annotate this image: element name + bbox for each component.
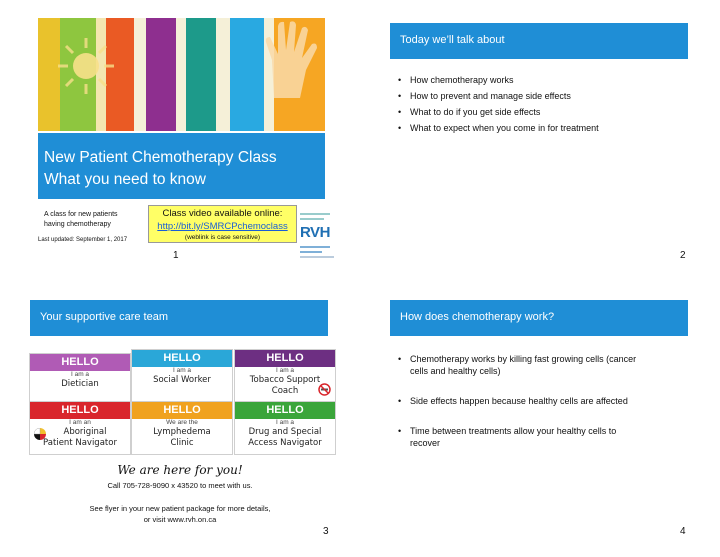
sticker-role: Drug and Special (248, 427, 322, 437)
slide-4 (360, 278, 720, 557)
agenda-list (396, 74, 686, 134)
list-item-line-1: • Time between treatments allow your healthy cells to (410, 426, 617, 436)
medicine-wheel-icon (34, 428, 46, 440)
video-callout (148, 205, 297, 243)
sticker-hello: HELLO (235, 350, 335, 367)
list-item-line-2: cells and healthy cells) (410, 366, 501, 376)
rvh-logo-icon (298, 210, 338, 262)
no-smoking-icon (318, 383, 331, 396)
sticker-role: Aboriginal (63, 427, 107, 437)
sticker-iam: I am a (275, 419, 295, 426)
list-item (396, 395, 696, 407)
list-item-line-1: • Side effects happen because healthy cells are affected (410, 396, 628, 406)
sun-icon (56, 36, 116, 96)
slide-header (30, 300, 328, 336)
sticker-role-2: Access Navigator (248, 438, 322, 448)
page-number: 3 (323, 526, 329, 537)
page-number: 2 (680, 250, 686, 261)
sticker-hello: HELLO (30, 354, 130, 371)
hand-icon (260, 20, 324, 100)
list-item: • What to expect when you come in for treatment (396, 122, 686, 134)
sticker-hello: HELLO (235, 402, 335, 419)
class-description-line-2: having chemotherapy (44, 221, 111, 228)
slide-2 (360, 0, 720, 278)
sticker-tobacco-coach (234, 349, 336, 403)
slide-header-text: Your supportive care team (40, 311, 168, 323)
title-banner-image (38, 18, 325, 131)
page-number: 4 (680, 526, 686, 537)
page-number: 1 (173, 250, 179, 261)
slide-header (390, 300, 688, 336)
sticker-iam: I am an (69, 419, 91, 426)
sticker-aboriginal-navigator (29, 401, 131, 455)
list-item-line-2: recover (410, 438, 441, 448)
title-line-2: What you need to know (44, 171, 206, 188)
list-item (396, 353, 696, 377)
title-line-1: New Patient Chemotherapy Class (44, 149, 277, 166)
list-item: • What to do if you get side effects (396, 106, 686, 118)
sticker-hello: HELLO (132, 350, 232, 367)
last-updated: Last updated: September 1, 2017 (38, 237, 128, 243)
video-link-note: (weblink is case sensitive) (184, 234, 261, 241)
explanation-list (396, 353, 696, 449)
class-description-line-1: A class for new patients (44, 211, 118, 218)
sticker-role-2: Patient Navigator (43, 438, 117, 448)
sticker-drug-access-navigator (234, 401, 336, 455)
slide-1 (0, 0, 360, 278)
sticker-hello: HELLO (30, 402, 130, 419)
list-item: • How to prevent and manage side effects (396, 90, 686, 102)
logo-text: RVH (300, 224, 330, 241)
sticker-iam: We are the (166, 419, 198, 426)
slide-header-text: How does chemotherapy work? (400, 311, 555, 323)
sticker-lymphedema-clinic (131, 401, 233, 455)
sticker-role-2: Clinic (170, 438, 194, 448)
video-callout-title: Class video available online: (162, 208, 283, 219)
flyer-line-2: or visit www.rvh.on.ca (143, 515, 217, 524)
sticker-role: Tobacco Support (249, 375, 321, 385)
tagline: We are here for you! (117, 463, 243, 477)
slide-3 (0, 278, 360, 557)
sticker-iam: I am a (70, 371, 90, 378)
list-item-line-1: • Chemotherapy works by killing fast growing cells (cancer (410, 354, 637, 364)
slide-header-text: Today we’ll talk about (400, 34, 505, 46)
list-item (396, 425, 696, 449)
call-text: Call 705-728-9090 x 43520 to meet with us. (107, 481, 253, 490)
sticker-dietician (29, 353, 131, 407)
sticker-role: Dietician (61, 379, 99, 389)
flyer-text (0, 503, 360, 525)
sticker-iam: I am a (172, 367, 192, 374)
sticker-iam: I am a (275, 367, 295, 374)
sticker-role-2: Coach (271, 386, 299, 396)
video-link[interactable]: http://bit.ly/SMRCPchemoclass (157, 221, 288, 232)
flyer-line-1: See flyer in your new patient package for more details, (89, 504, 271, 513)
class-description (44, 210, 118, 230)
sticker-role: Lymphedema (153, 427, 211, 437)
sticker-hello: HELLO (132, 402, 232, 419)
slide-header (390, 23, 688, 59)
list-item: • How chemotherapy works (396, 74, 686, 86)
sticker-social-worker (131, 349, 233, 403)
title-box (38, 133, 325, 199)
sticker-role: Social Worker (153, 375, 211, 385)
